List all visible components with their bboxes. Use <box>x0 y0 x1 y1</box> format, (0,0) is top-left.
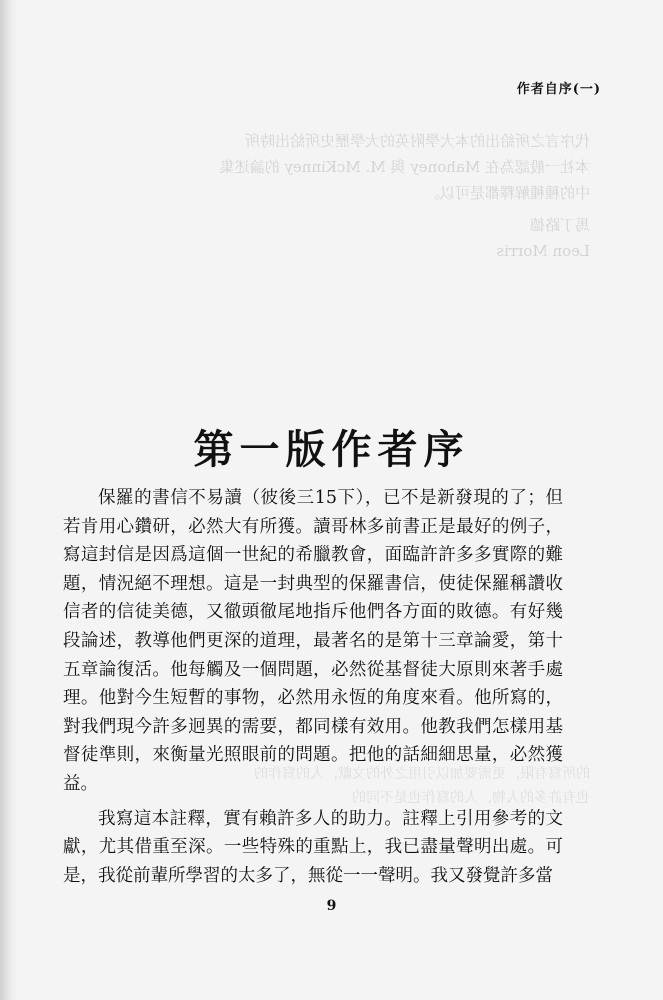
page-title: 第一版作者序 <box>193 426 470 473</box>
bleed-line: 也有許多的人物，人的寫作也是不同的 <box>352 790 590 806</box>
paragraph: 我寫這本註釋，實有賴許多人的助力。註釋上引用參考的文獻，尤其借重至深。一些特殊的重點上，我已盡量聲明出處。可是，我從前輩所學習的太多了，無從一一聲明。我又發覺許多當 <box>63 808 563 886</box>
bleed-line: 本社一般認為在 Mahoney 與 M. McKinney 的論述集 <box>219 158 590 176</box>
bleed-line: 中的種種解釋都是可以。 <box>424 184 590 202</box>
bleed-through-text <box>70 128 590 264</box>
bleed-line: 的所寫有限，更需要加以引用之外的文獻，人的寫作的 <box>254 766 590 782</box>
bleed-line: 代序言之所給出的本大學附英的大學歷史所給出時所 <box>244 132 590 150</box>
page-number: 9 <box>326 898 337 914</box>
page-edge-shadow <box>0 0 18 1000</box>
paragraph: 保羅的書信不易讀（彼後三15下），已不是新發現的了；但若肯用心鑽研，必然大有所獲。讀哥林多前書正是最好的例子，寫這封信是因爲這個一世紀的希臘教會，面臨許許多多實際的難題，情況絕不理想。這是一封典型的保羅書信，使徒保羅稱讚收信者的信徒美德，又徹頭徹尾地指斥他們各方面的敗德。有好幾段論述，教導他們更深的道理，最著名的是第十三章論愛，第十五章論復活。他每觸及一個問題，必然從基督徒大原則來著手處理。他對今生短暫的事物，必然用永恆的角度來看。他所寫的，對我們現今許多迥異的需要，都同樣有效用。他教我們怎樣用基督徒準則，來衡量光照眼前的問題。把他的話細細思量，必然獲益。 <box>63 488 563 794</box>
bleed-signature: 馬丁路德 <box>529 216 590 234</box>
running-head: 作者自序(一) <box>516 82 601 97</box>
bleed-signature-en: Leon Morris <box>496 242 590 260</box>
body-text <box>63 484 563 896</box>
